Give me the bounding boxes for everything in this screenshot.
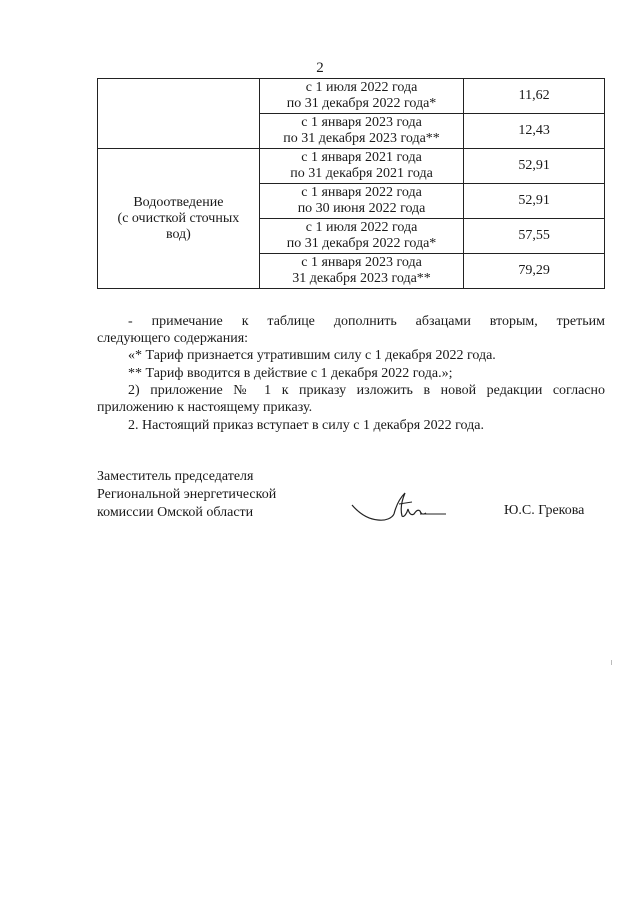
period-cell: с 1 января 2023 года по 31 декабря 2023 года** <box>259 114 464 149</box>
footnote-two: ** Тариф вводится в действие с 1 декабря 2022 года.»; <box>128 366 453 381</box>
note-paragraph-line1: - примечание к таблице дополнить абзацами вторым, третьим <box>128 314 605 329</box>
item-two-line2: приложению к настоящему приказу. <box>97 400 313 415</box>
tariff-table <box>97 78 605 289</box>
service-name-cell: Водоотведение (с очисткой сточных вод) <box>98 149 260 289</box>
period-cell: с 1 июля 2022 года по 31 декабря 2022 года* <box>259 219 464 254</box>
signatory-position <box>97 468 276 522</box>
footnote-one: «* Тариф признается утратившим силу с 1 декабря 2022 года. <box>128 348 496 363</box>
tariff-value: 52,91 <box>464 184 605 219</box>
tariff-value: 57,55 <box>464 219 605 254</box>
position-line: Заместитель председателя <box>97 469 254 484</box>
handwritten-signature <box>350 488 450 526</box>
tariff-value: 79,29 <box>464 254 605 289</box>
page-number: 2 <box>316 60 324 76</box>
position-line: комиссии Омской области <box>97 505 254 520</box>
table-row <box>98 79 605 114</box>
signatory-name: Ю.С. Грекова <box>504 503 585 518</box>
period-cell: с 1 января 2021 года по 31 декабря 2021 года <box>259 149 464 184</box>
period-cell: с 1 января 2022 года по 30 июня 2022 года <box>259 184 464 219</box>
tariff-value: 52,91 <box>464 149 605 184</box>
table-row <box>98 149 605 184</box>
scan-mark <box>611 660 612 665</box>
empty-service-cell <box>98 79 260 149</box>
position-line: Региональной энергетической <box>97 487 277 502</box>
item-two-line1: 2) приложение № 1 к приказу изложить в новой редакции согласно <box>128 383 605 398</box>
period-cell: с 1 января 2023 года 31 декабря 2023 года** <box>259 254 464 289</box>
tariff-value: 12,43 <box>464 114 605 149</box>
note-paragraph-line2: следующего содержания: <box>97 331 249 346</box>
period-cell: с 1 июля 2022 года по 31 декабря 2022 года* <box>259 79 464 114</box>
point-two: 2. Настоящий приказ вступает в силу с 1 декабря 2022 года. <box>128 418 484 433</box>
tariff-value: 11,62 <box>464 79 605 114</box>
